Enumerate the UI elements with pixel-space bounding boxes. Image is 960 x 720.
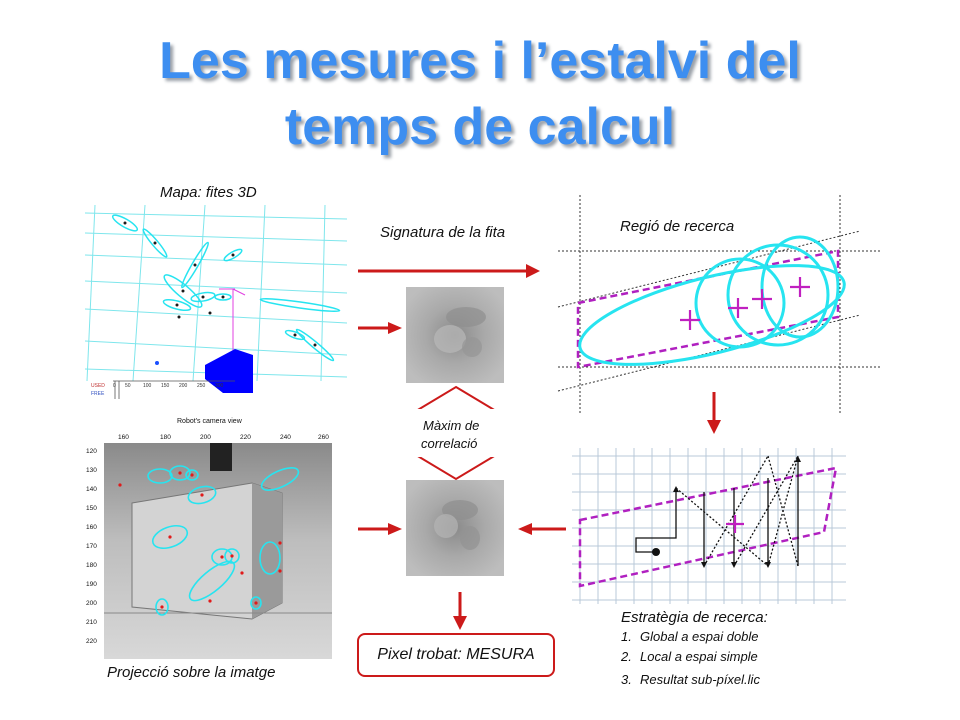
cam-y-tick: 160 <box>86 524 97 531</box>
camera-view-panel <box>82 413 334 661</box>
strategy-cross <box>726 515 744 533</box>
map-x-tick: 100 <box>143 383 152 389</box>
result-box <box>357 633 555 677</box>
strategy-title: Estratègia de recerca: <box>621 609 768 626</box>
max-correlation-label-2: correlació <box>421 436 478 451</box>
map-legend-used: USED <box>91 383 105 389</box>
map-legend-free: FREE <box>91 391 105 397</box>
search-region-panel <box>550 195 880 417</box>
found-patch <box>406 480 504 576</box>
camera-view-title: Robot's camera view <box>177 418 242 425</box>
map-x-tick: 50 <box>125 383 131 389</box>
region-ellipses <box>571 237 853 385</box>
map-x-tick: 300 <box>215 383 224 389</box>
cam-x-tick: 220 <box>240 434 251 441</box>
result-label: Pixel trobat: MESURA <box>377 646 535 663</box>
cam-y-tick: 210 <box>86 619 97 626</box>
cam-y-tick: 190 <box>86 581 97 588</box>
robot-sight-lines <box>219 289 245 357</box>
cam-x-tick: 160 <box>118 434 129 441</box>
strategy-item-2: Local a espai simple <box>640 649 758 664</box>
cam-y-tick: 130 <box>86 467 97 474</box>
arrow-found-to-result <box>451 592 469 632</box>
strategy-item-1: Global a espai doble <box>640 629 759 644</box>
signature-patch <box>406 287 504 383</box>
strategy-grid <box>572 448 846 604</box>
max-correlation-label-1: Màxim de <box>423 418 480 433</box>
arrow-map-to-signature <box>358 320 404 336</box>
cam-x-tick: 260 <box>318 434 329 441</box>
cam-y-tick: 200 <box>86 600 97 607</box>
cam-y-tick: 120 <box>86 448 97 455</box>
arrow-region-to-strategy <box>705 392 723 436</box>
strategy-arrowheads <box>673 456 801 568</box>
title-line-1: Les mesures i l’estalvi del <box>159 32 801 90</box>
map-3d-panel <box>85 205 347 405</box>
max-correlation-arrow <box>400 385 512 481</box>
map-x-tick: 150 <box>161 383 170 389</box>
cam-y-tick: 150 <box>86 505 97 512</box>
map-label: Mapa: fites 3D <box>160 184 257 201</box>
cam-y-tick: 220 <box>86 638 97 645</box>
cam-x-tick: 200 <box>200 434 211 441</box>
strategy-start-point <box>652 548 660 556</box>
signature-label: Signatura de la fita <box>380 224 506 241</box>
strategy-num-1: 1. <box>621 629 632 644</box>
map-grid <box>85 205 347 381</box>
cam-x-tick: 240 <box>280 434 291 441</box>
cam-y-tick: 170 <box>86 543 97 550</box>
cam-x-tick: 180 <box>160 434 171 441</box>
strategy-item-3: Resultat sub-píxel.lic <box>640 672 760 687</box>
title-line-2: temps de calcul <box>284 98 676 156</box>
map-x-tick: 200 <box>179 383 188 389</box>
cam-y-tick: 140 <box>86 486 97 493</box>
arrow-signature-to-region <box>358 262 542 280</box>
strategy-num-3: 3. <box>621 672 632 687</box>
strategy-num-2: 2. <box>621 649 632 664</box>
robot-body <box>205 349 253 393</box>
region-label: Regió de recerca <box>620 218 735 235</box>
search-strategy-panel <box>572 448 846 604</box>
strategy-path <box>636 456 798 566</box>
cam-y-tick: 180 <box>86 562 97 569</box>
projection-label: Projecció sobre la imatge <box>107 664 276 681</box>
map-x-tick: 0 <box>113 383 116 389</box>
map-x-tick: 250 <box>197 383 206 389</box>
arrow-image-to-found <box>358 521 404 537</box>
arrow-strategy-to-found <box>516 521 566 537</box>
